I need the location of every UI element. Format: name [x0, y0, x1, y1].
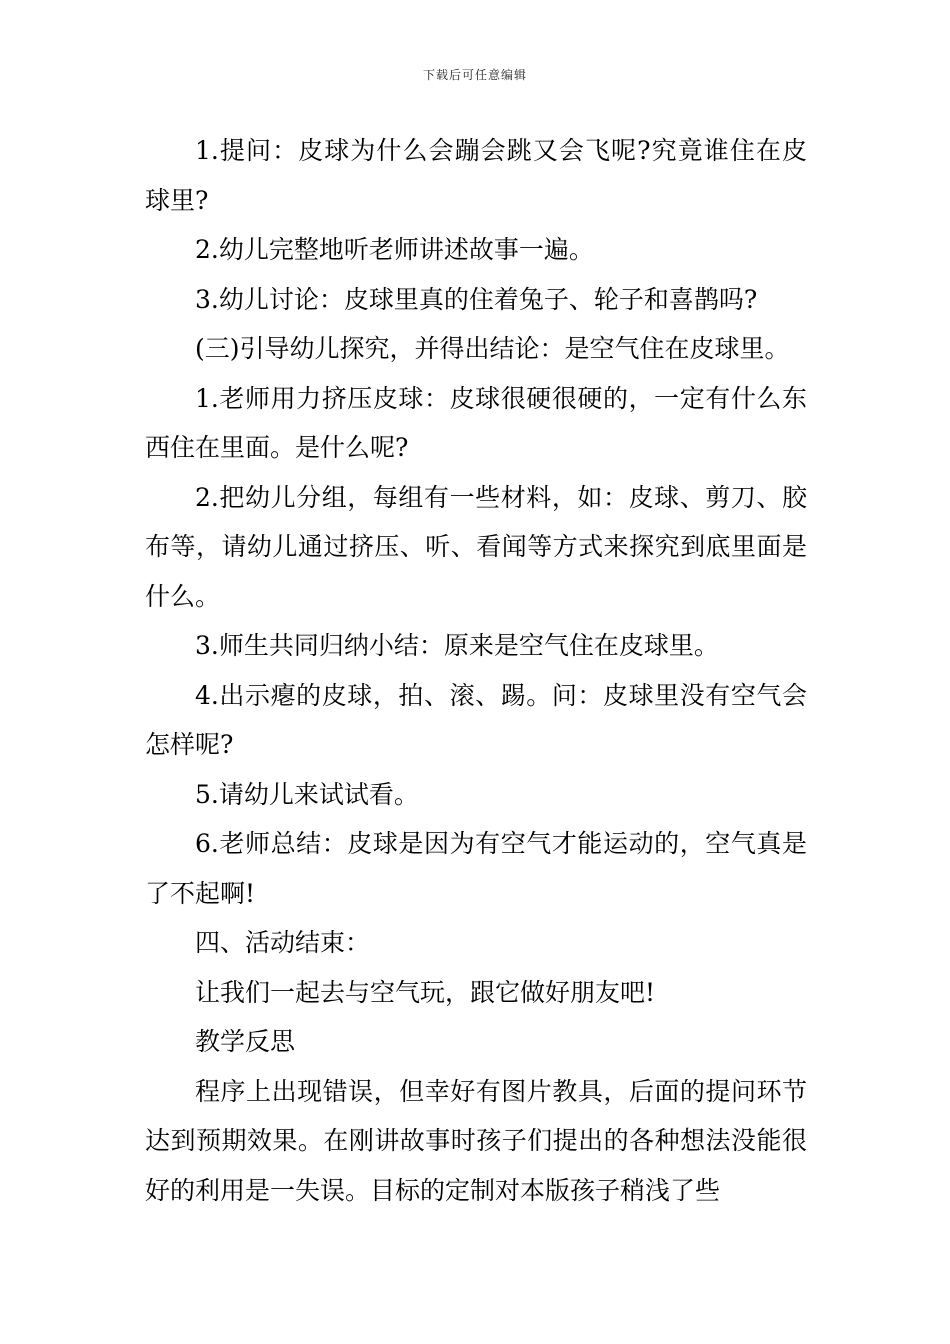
paragraph: 1.老师用力挤压皮球：皮球很硬很硬的，一定有什么东西住在里面。是什么呢?: [145, 383, 807, 462]
paragraph: 3.师生共同归纳小结：原来是空气住在皮球里。: [195, 631, 719, 660]
paragraph: 2.把幼儿分组，每组有一些材料，如：皮球、剪刀、胶布等，请幼儿通过挤压、听、看闻等方式来探究到底里面是什么。: [145, 482, 807, 611]
paragraph: 6.老师总结：皮球是因为有空气才能运动的，空气真是了不起啊!: [145, 829, 807, 908]
section-heading: (三)引导幼儿探究，并得出结论：是空气住在皮球里。: [195, 334, 790, 363]
paragraph: 2.幼儿完整地听老师讲述故事一遍。: [195, 235, 594, 264]
paragraph: 5.请幼儿来试试看。: [195, 779, 419, 809]
page-header-note: 下载后可任意编辑: [422, 68, 527, 82]
document-body: [145, 126, 807, 1215]
paragraph: 3.幼儿讨论：皮球里真的住着兔子、轮子和喜鹊吗?: [195, 284, 758, 314]
paragraph: 程序上出现错误，但幸好有图片教具，后面的提问环节达到预期效果。在刚讲故事时孩子们提出的各种想法没能很好的利用是一失误。目标的定制对本版孩子稍浅了些: [145, 1076, 807, 1205]
paragraph: 让我们一起去与空气玩，跟它做好朋友吧!: [195, 977, 656, 1007]
paragraph: 1.提问：皮球为什么会蹦会跳又会飞呢?究竟谁住在皮球里?: [145, 136, 807, 215]
section-heading: 四、活动结束：: [195, 928, 371, 957]
section-heading: 教学反思: [195, 1027, 296, 1056]
paragraph: 4.出示瘪的皮球，拍、滚、踢。问：皮球里没有空气会怎样呢?: [145, 680, 807, 759]
